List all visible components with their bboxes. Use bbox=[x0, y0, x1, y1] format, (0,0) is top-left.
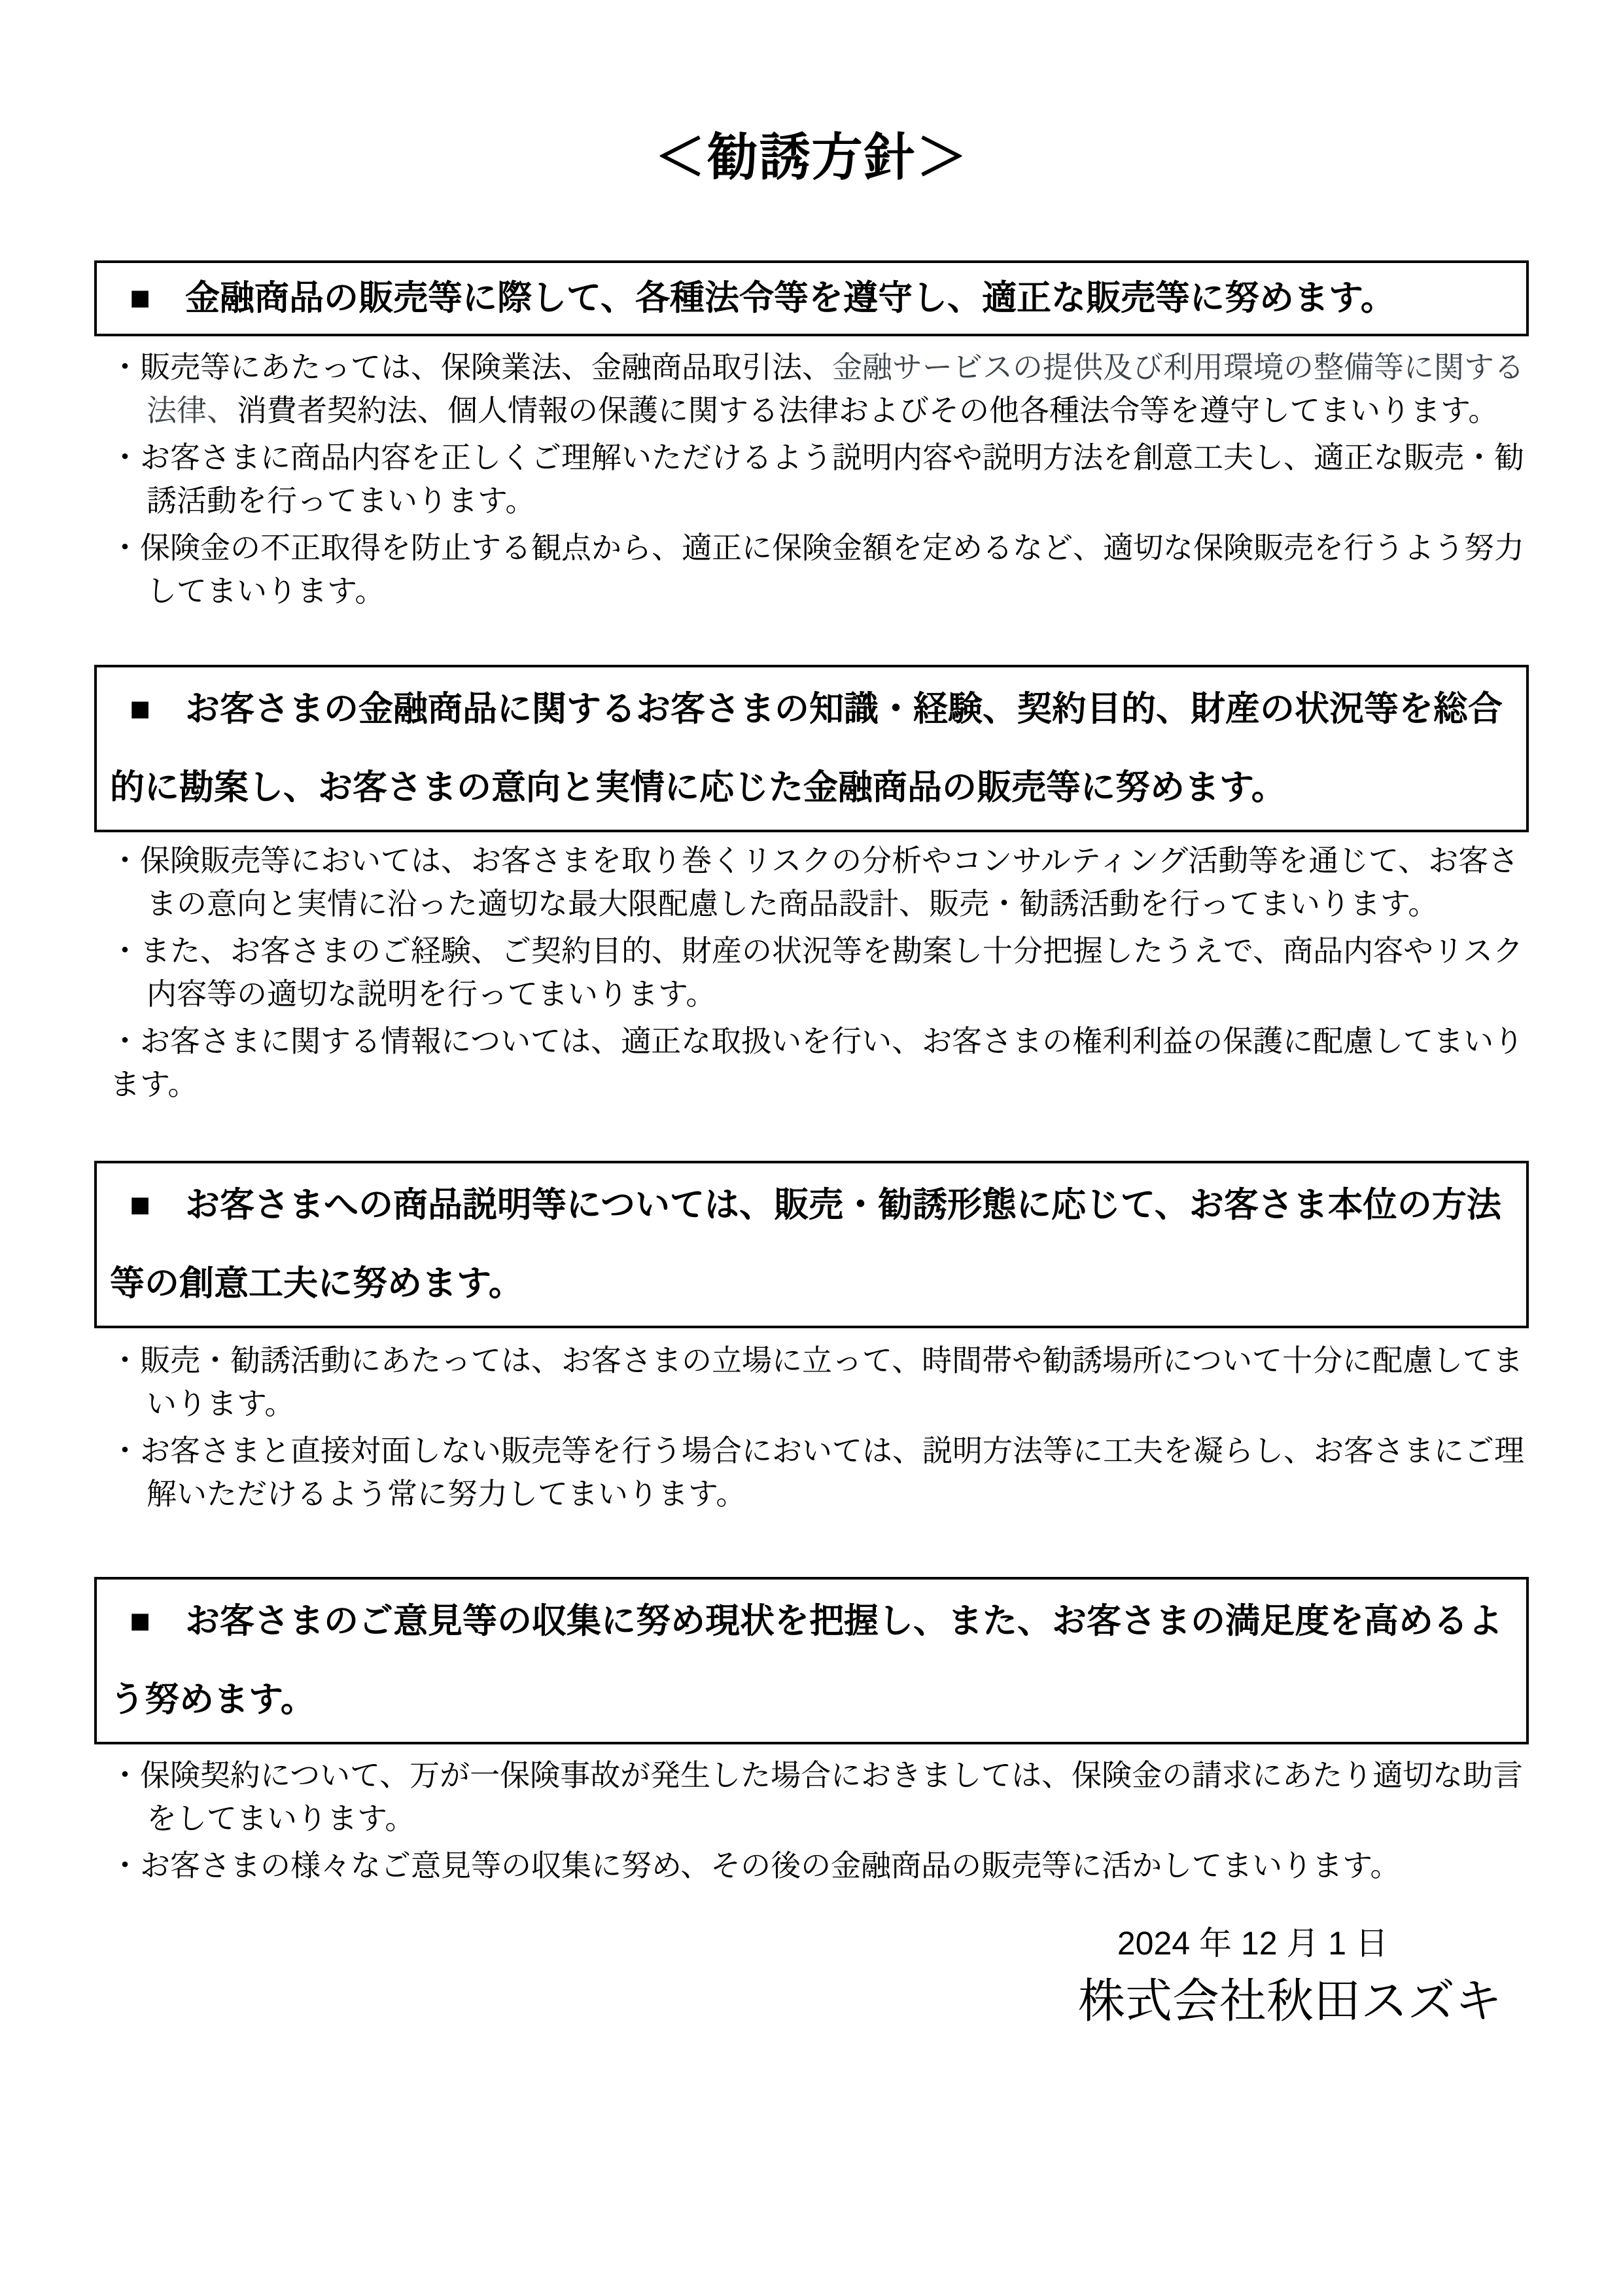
law-name-text-segment: 金融サービスの提供及び利用環境の整備等に関する法律、 bbox=[147, 349, 1524, 427]
policy-1-bullets bbox=[94, 345, 1529, 612]
text-segment: 消費者契約法、個人情報の保護に関する法律およびその他各種法令等を遵守してまいります。 bbox=[237, 393, 1499, 427]
policy-4-heading: ■ お客さまのご意見等の収集に努め現状を把握し、また、お客さまの満足度を高めるよう努めます。 bbox=[110, 1601, 1503, 1719]
text-segment: ・保険販売等においては、お客さまを取り巻くリスクの分析やコンサルティング活動等を通じて、お客さまの意向と実情に沿った適切な最大限配慮した商品設計、販売・勧誘活動を行ってまいります。 bbox=[110, 843, 1519, 921]
policy-1-heading-box bbox=[94, 260, 1529, 336]
text-segment: ・販売等にあたっては、保険業法、金融商品取引法、 bbox=[110, 349, 832, 384]
text-segment: ・お客さまに関する情報については、適正な取扱いを行い、お客さまの権利利益の保護に配慮してまいります。 bbox=[110, 1023, 1524, 1101]
policy-1-heading: ■ 金融商品の販売等に際して、各種法令等を遵守し、適正な販売等に努めます。 bbox=[130, 278, 1395, 317]
policy-2-heading: ■ お客さまの金融商品に関するお客さまの知識・経験、契約目的、財産の状況等を総合的に勘案し、お客さまの意向と実情に応じた金融商品の販売等に努めます。 bbox=[110, 689, 1503, 807]
bullet-item bbox=[110, 1844, 1529, 1887]
text-segment: ・また、お客さまのご経験、ご契約目的、財産の状況等を勘案し十分把握したうえで、商品内容やリスク内容等の適切な説明を行ってまいります。 bbox=[110, 933, 1524, 1011]
bullet-item bbox=[110, 526, 1529, 612]
page-title: ＜勧誘方針＞ bbox=[654, 128, 969, 186]
bullet-item bbox=[110, 1019, 1529, 1106]
policy-3-heading: ■ お客さまへの商品説明等については、販売・勧誘形態に応じて、お客さま本位の方法等の創意工夫に努めます。 bbox=[110, 1185, 1501, 1303]
policy-section-3 bbox=[94, 1161, 1529, 1515]
text-segment: ・お客さまの様々なご意見等の収集に努め、その後の金融商品の販売等に活かしてまいります。 bbox=[110, 1848, 1401, 1882]
bullet-item bbox=[110, 1429, 1529, 1515]
company-name: 株式会社秋田スズキ bbox=[1077, 1975, 1502, 2028]
text-segment: ・販売・勧誘活動にあたっては、お客さまの立場に立って、時間帯や勧誘場所について十分に配慮してまいります。 bbox=[110, 1343, 1524, 1421]
policy-4-bullets bbox=[94, 1754, 1529, 1887]
text-segment: ・保険金の不正取得を防止する観点から、適正に保険金額を定めるなど、適切な保険販売を行うよう努力してまいります。 bbox=[110, 530, 1524, 608]
policy-3-heading-box bbox=[94, 1161, 1529, 1328]
document-footer bbox=[94, 1924, 1529, 2030]
bullet-item bbox=[110, 929, 1529, 1016]
effective-date: 2024 年 12 月 1 日 bbox=[1117, 1924, 1388, 1962]
policy-section-1 bbox=[94, 260, 1529, 612]
policy-2-heading-box bbox=[94, 665, 1529, 832]
bullet-item bbox=[110, 1754, 1529, 1840]
text-segment: ・お客さまに商品内容を正しくご理解いただけるよう説明内容や説明方法を創意工夫し、適正な販売・勧誘活動を行ってまいります。 bbox=[110, 440, 1524, 518]
policy-2-bullets bbox=[94, 839, 1529, 1106]
policy-section-2 bbox=[94, 665, 1529, 1106]
bullet-item bbox=[110, 839, 1529, 925]
bullet-item bbox=[110, 1339, 1529, 1425]
policy-4-heading-box bbox=[94, 1577, 1529, 1744]
policy-section-4 bbox=[94, 1577, 1529, 1887]
bullet-item bbox=[110, 345, 1529, 432]
text-segment: ・保険契約について、万が一保険事故が発生した場合におきましては、保険金の請求にあたり適切な助言をしてまいります。 bbox=[110, 1757, 1524, 1835]
text-segment: ・お客さまと直接対面しない販売等を行う場合においては、説明方法等に工夫を凝らし、お客さまにご理解いただけるよう常に努力してまいります。 bbox=[110, 1433, 1524, 1511]
bullet-item bbox=[110, 436, 1529, 522]
policy-3-bullets bbox=[94, 1339, 1529, 1515]
